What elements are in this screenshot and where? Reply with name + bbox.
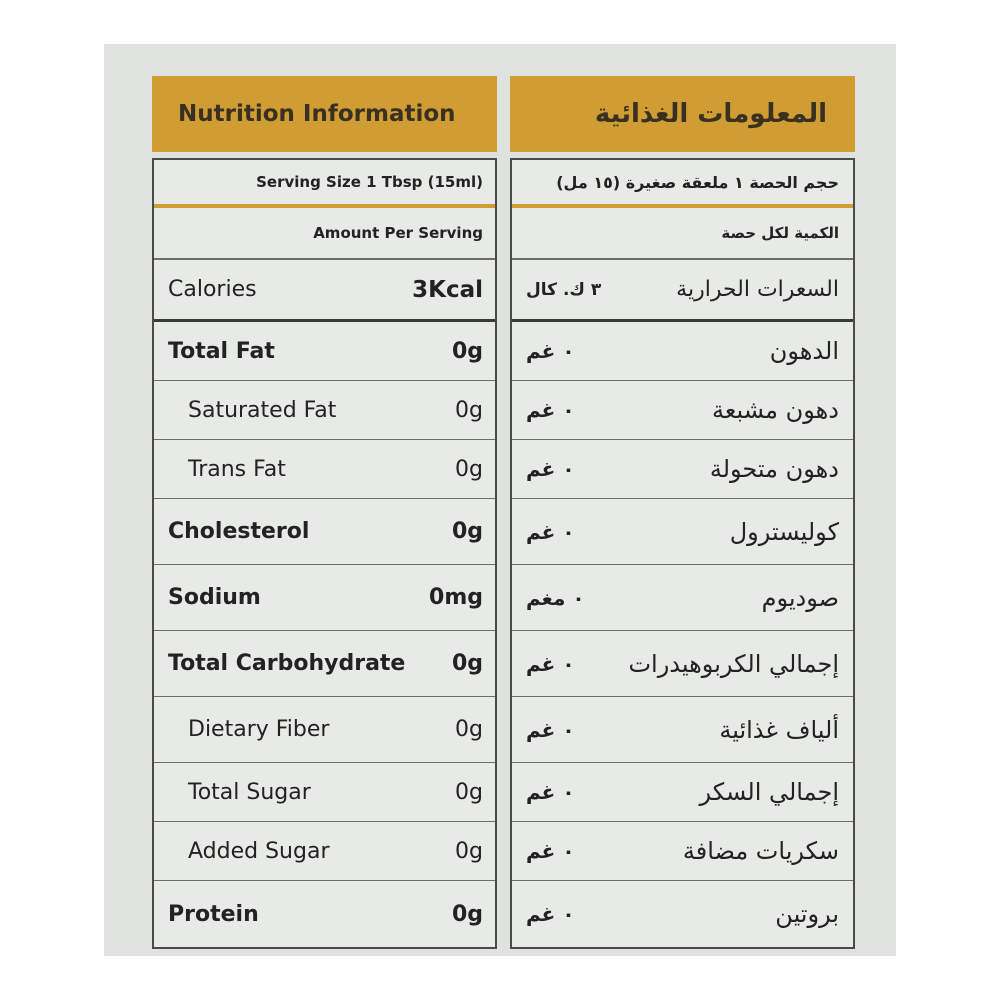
nutrient-name: Total Fat bbox=[168, 338, 275, 364]
calories-value: 3Kcal bbox=[412, 276, 483, 303]
calories-label-ar: السعرات الحرارية bbox=[676, 277, 839, 302]
nutrient-value-ar: ٠ مغم bbox=[526, 585, 585, 610]
nutrient-value: 0g bbox=[455, 717, 483, 742]
amount-per-serving-row bbox=[154, 208, 495, 260]
nutrient-value: 0g bbox=[455, 456, 483, 482]
nutrient-name-ar: سكريات مضافة bbox=[682, 837, 839, 865]
calories-row-ar bbox=[512, 260, 853, 322]
nutrient-value-ar: ٠ غم bbox=[526, 339, 575, 363]
amount-per-serving-text: Amount Per Serving bbox=[313, 224, 483, 242]
nutrient-name: Cholesterol bbox=[168, 519, 310, 544]
cholesterol-row-ar bbox=[512, 499, 853, 565]
nutrient-value: 0g bbox=[451, 901, 483, 927]
saturated-fat-row-ar bbox=[512, 381, 853, 440]
calories-row bbox=[154, 260, 495, 322]
nutrient-name-ar: دهون مشبعة bbox=[712, 396, 839, 424]
nutrient-name: Sodium bbox=[168, 585, 261, 610]
total-sugar-row bbox=[154, 763, 495, 822]
nutrient-name: Dietary Fiber bbox=[188, 717, 330, 742]
nutrient-name: Total Sugar bbox=[188, 779, 311, 805]
serving-size-text-ar: حجم الحصة ١ ملعقة صغيرة (١٥ مل) bbox=[556, 172, 839, 192]
saturated-fat-row bbox=[154, 381, 495, 440]
nutrient-name-ar: الدهون bbox=[769, 337, 839, 365]
english-table bbox=[152, 158, 497, 949]
total-carbohydrate-row-ar bbox=[512, 631, 853, 697]
sodium-row bbox=[154, 565, 495, 631]
nutrient-name: Total Carbohydrate bbox=[168, 651, 406, 676]
nutrient-value: 0mg bbox=[429, 585, 483, 610]
protein-row-ar bbox=[512, 881, 853, 947]
nutrient-name-ar: كوليسترول bbox=[729, 517, 839, 546]
serving-size-row-ar bbox=[512, 160, 853, 208]
nutrient-value-ar: ٠ غم bbox=[526, 457, 575, 481]
nutrient-name-ar: دهون متحولة bbox=[709, 455, 839, 483]
nutrient-value: 0g bbox=[455, 397, 483, 423]
nutrient-value: 0g bbox=[455, 779, 483, 805]
nutrient-name-ar: صوديوم bbox=[761, 583, 839, 612]
arabic-table bbox=[510, 158, 855, 949]
nutrient-value: 0g bbox=[451, 338, 483, 364]
amount-per-serving-text-ar: الكمية لكل حصة bbox=[721, 224, 839, 242]
nutrient-value-ar: ٠ غم bbox=[526, 839, 575, 863]
arabic-title: المعلومات الغذائية bbox=[510, 76, 855, 152]
added-sugar-row-ar bbox=[512, 822, 853, 881]
english-title: Nutrition Information bbox=[152, 76, 497, 152]
arabic-panel bbox=[510, 76, 855, 949]
nutrient-name-ar: إجمالي السكر bbox=[699, 778, 839, 806]
nutrient-value: 0g bbox=[451, 519, 483, 544]
nutrient-value-ar: ٠ غم bbox=[526, 519, 575, 544]
nutrient-value: 0g bbox=[451, 651, 483, 676]
nutrient-name-ar: بروتين bbox=[775, 900, 839, 928]
nutrient-name-ar: إجمالي الكربوهيدرات bbox=[628, 649, 839, 678]
nutrient-name: Saturated Fat bbox=[188, 397, 337, 423]
total-carbohydrate-row bbox=[154, 631, 495, 697]
serving-size-text: Serving Size 1 Tbsp (15ml) bbox=[256, 173, 483, 191]
nutrient-value-ar: ٠ غم bbox=[526, 780, 575, 804]
nutrient-value: 0g bbox=[455, 838, 483, 864]
nutrient-name-ar: ألياف غذائية bbox=[719, 715, 839, 744]
total-sugar-row-ar bbox=[512, 763, 853, 822]
total-fat-row bbox=[154, 322, 495, 381]
nutrient-name: Protein bbox=[168, 901, 259, 927]
nutrient-value-ar: ٠ غم bbox=[526, 651, 575, 676]
nutrient-value-ar: ٠ غم bbox=[526, 398, 575, 422]
english-panel bbox=[152, 76, 497, 949]
nutrient-name: Added Sugar bbox=[188, 838, 330, 864]
dietary-fiber-row bbox=[154, 697, 495, 763]
added-sugar-row bbox=[154, 822, 495, 881]
nutrient-value-ar: ٠ غم bbox=[526, 902, 575, 926]
protein-row bbox=[154, 881, 495, 947]
nutrient-value-ar: ٠ غم bbox=[526, 717, 575, 742]
trans-fat-row bbox=[154, 440, 495, 499]
amount-per-serving-row-ar bbox=[512, 208, 853, 260]
nutrient-name: Trans Fat bbox=[188, 456, 286, 482]
serving-size-row bbox=[154, 160, 495, 208]
calories-value-ar: ٣ ك. كال bbox=[526, 279, 602, 300]
cholesterol-row bbox=[154, 499, 495, 565]
calories-label: Calories bbox=[168, 277, 257, 302]
trans-fat-row-ar bbox=[512, 440, 853, 499]
sodium-row-ar bbox=[512, 565, 853, 631]
dietary-fiber-row-ar bbox=[512, 697, 853, 763]
total-fat-row-ar bbox=[512, 322, 853, 381]
